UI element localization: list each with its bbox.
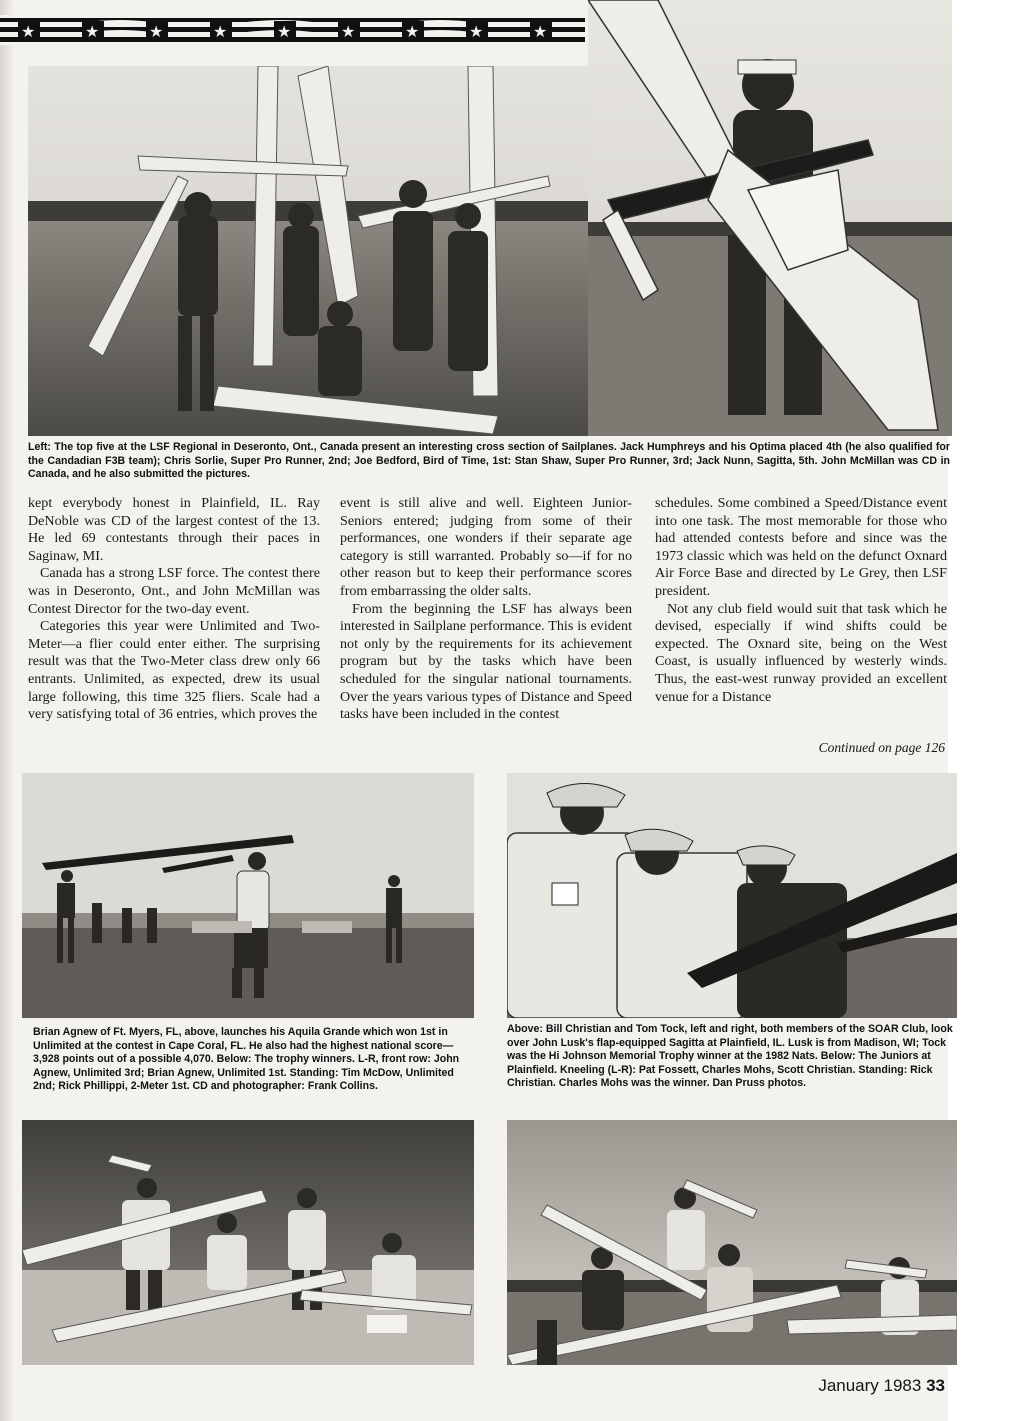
svg-text:★: ★ xyxy=(533,22,548,41)
article-paragraph: schedules. Some combined a Speed/Distance event into one task. The most memorable for those who had attended contests before and since was the 1973 classic which was held on the defunct Oxnard Air Force Base and directed by Le Grey, then LSF president. xyxy=(655,495,947,599)
svg-text:★: ★ xyxy=(85,22,100,41)
photo-plainfield-juniors xyxy=(507,1120,957,1365)
photo-sagitta-inspection xyxy=(507,773,957,1018)
caption-top-photos: Left: The top five at the LSF Regional in Deseronto, Ont., Canada present an interesting cross section of Sailplanes. Jack Humphreys and his Optima placed 4th (he also qualified for the Candadian F3B team); Chris Sorlie, Super Pro Runner, 2nd; Joe Bedford, Bird of Time, 1st: Stan Shaw, Super Pro Runner, 3rd; Jack Nunn, Sagitta, 5th. John McMillan was CD in Canada, and he also submitted the pictures. xyxy=(28,441,950,481)
page-folio xyxy=(818,1376,945,1396)
article-column-2 xyxy=(340,495,632,724)
stars-stripes-banner xyxy=(0,15,585,45)
article-column-1 xyxy=(28,495,320,724)
article-column-3 xyxy=(655,495,947,706)
photo-aquila-grande-launch xyxy=(22,773,474,1018)
continued-on-page: Continued on page 126 xyxy=(818,740,945,755)
caption-cape-coral: Brian Agnew of Ft. Myers, FL, above, launches his Aquila Grande which won 1st in Unlimited at the contest in Cape Coral, FL. He also had the highest national score—3,928 points out of a possible 4,070. Below: The trophy winners. L-R, front row: John Agnew, Unlimited 3rd; Brian Agnew, Unlimited 1st. Standing: Tim McDow, Unlimited 2nd; Rick Phillippi, 2-Meter 1st. CD and photographer: Frank Collins. xyxy=(33,1026,460,1093)
photo-lsf-regional-group xyxy=(28,66,588,436)
svg-text:★: ★ xyxy=(405,22,420,41)
svg-text:★: ★ xyxy=(149,22,164,41)
article-paragraph: From the beginning the LSF has always been interested in Sailplane performance. This is evident not only by the requirements for its achievement program but by the tasks which have been scheduled for the singular national tournaments. Over the years various types of Distance and Speed tasks have been included in the contest xyxy=(340,600,632,723)
article-paragraph: Not any club field would suit that task which he devised, especially if wind shifts could be expected. The Oxnard site, being on the West Coast, is usually influenced by westerly winds. Thus, the east-west runway provided an excellent venue for a Distance xyxy=(655,600,947,705)
caption-plainfield: Above: Bill Christian and Tom Tock, left and right, both members of the SOAR Club, look over John Lusk's flap-equipped Sagitta at Plainfield, IL. Lusk is from Madison, WI; Tock was the Hi Johnson Memorial Trophy winner at the 1982 Nats. Below: The Juniors at Plainfield. Kneeling (L-R): Pat Fossett, Charles Mohs, Scott Christian. Standing: Rick Christian. Charles Mohs was the winner. Dan Pruss photos. xyxy=(507,1023,953,1090)
page-margin-right xyxy=(948,0,1033,1421)
svg-text:★: ★ xyxy=(277,22,292,41)
page-number: 33 xyxy=(926,1376,945,1395)
photo-cape-coral-winners xyxy=(22,1120,474,1365)
svg-text:★: ★ xyxy=(213,22,228,41)
svg-text:★: ★ xyxy=(21,22,36,41)
article-paragraph: event is still alive and well. Eighteen Junior-Seniors entered; judging from some of their performances, one wonders if their separate age category is still warranted. Probably so—if for no other reason but to keep their performance scores from embarrassing the older salts. xyxy=(340,495,632,599)
issue-date: January 1983 xyxy=(818,1376,922,1395)
svg-text:★: ★ xyxy=(341,22,356,41)
article-paragraph: kept everybody honest in Plainfield, IL. Ray DeNoble was CD of the largest contest of the 13. He led 69 contestants through their paces in Saginaw, MI. xyxy=(28,495,320,564)
photo-man-with-sailplane xyxy=(588,0,952,436)
svg-text:★: ★ xyxy=(469,22,484,41)
page-edge-shadow xyxy=(0,0,14,1421)
article-paragraph: Canada has a strong LSF force. The contest there was in Deseronto, Ont., and John McMillan was Contest Director for the two-day event. xyxy=(28,565,320,617)
article-paragraph: Categories this year were Unlimited and Two-Meter—a flier could enter either. The surprising result was that the Two-Meter class drew only 66 entrants. Unlimited, as expected, drew its usual large following, this time 325 fliers. Scale had a very satisfying total of 36 entries, which proves the xyxy=(28,618,320,723)
